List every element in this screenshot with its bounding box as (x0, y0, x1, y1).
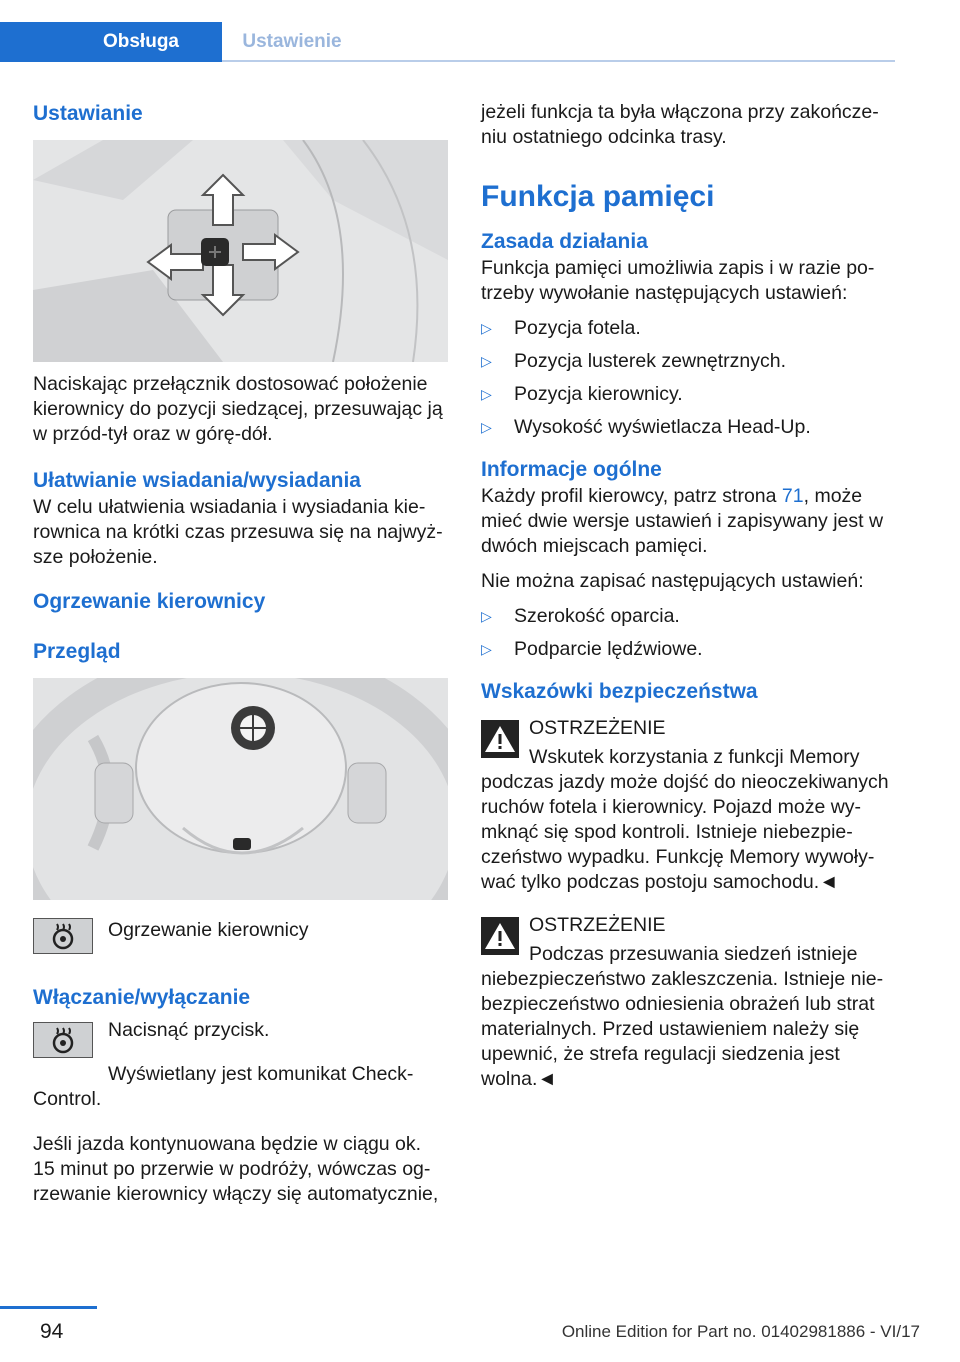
tab-ustawienie[interactable]: Ustawienie (242, 31, 342, 52)
heading-memory: Funkcja pamięci (481, 180, 715, 213)
warning-title: OSTRZEŻENIE (529, 717, 666, 739)
warning-triangle-icon (481, 720, 519, 758)
page-link[interactable]: 71 (781, 485, 804, 507)
paragraph-cannot-save: Nie można zapisać następujących ustawień: (481, 570, 864, 592)
list-item: ▷ Wysokość wyświetlacza Head-Up. (481, 416, 811, 438)
warning-block-1 (481, 716, 896, 895)
paragraph-adjust: Naciskając przełącznik dostosować położenie kierownicy do pozycji siedzącej, przesuwając ją w przód-tył oraz w górę-dół. (33, 373, 443, 445)
warning-text: Podczas przesuwania siedzeń istnieje niebezpieczeństwo zakleszczenia. Istnieje niebezpieczeństwo odniesienia obrażeń lub strat materialnych. Przed ustawieniem należy się upewnić, że strefa regulacji siedzenia jest wolna.◄ (481, 943, 884, 1090)
paragraph-press: Nacisnąć przycisk. (108, 1019, 270, 1041)
triangle-bullet-icon: ▷ (481, 386, 492, 402)
edition-note: Online Edition for Part no. 01402981886 - VI/17 (561, 1322, 920, 1341)
triangle-bullet-icon: ▷ (481, 419, 492, 435)
memory-settings-list (481, 316, 896, 440)
heading-ustawianie: Ustawianie (33, 102, 143, 125)
warning-triangle-icon (481, 917, 519, 955)
paragraph-check-control: Wyświetlany jest komunikat Check-Control. (33, 1063, 414, 1110)
steering-heating-icon (33, 918, 93, 954)
list-item: ▷ Podparcie lędźwiowe. (481, 638, 703, 660)
list-item: ▷ Pozycja lusterek zewnętrznych. (481, 350, 787, 372)
steering-wheel-illustration (33, 678, 448, 900)
footer-accent-line (0, 1306, 97, 1309)
warning-title: OSTRZEŻENIE (529, 914, 666, 936)
triangle-bullet-icon: ▷ (481, 608, 492, 624)
left-column (33, 100, 448, 1217)
list-item: ▷ Pozycja fotela. (481, 317, 641, 339)
paragraph-continue: Jeśli jazda kontynuowana będzie w ciągu ok. 15 minut po przerwie w podróży, wówczas ogrzewanie kierownicy włączy się automatycznie, (33, 1133, 439, 1205)
paragraph-principle: Funkcja pamięci umożliwia zapis i w razie potrzeby wywołanie następujących ustawień: (481, 257, 875, 304)
tab-divider (222, 60, 895, 62)
tab-obsluga[interactable]: Obsługa (0, 22, 222, 62)
unsaved-settings-list (481, 604, 896, 662)
heading-steering-heating: Ogrzewanie kierownicy (33, 590, 266, 613)
page-number: 94 (40, 1320, 64, 1343)
triangle-bullet-icon: ▷ (481, 320, 492, 336)
warning-block-2 (481, 913, 896, 1092)
heading-safety: Wskazówki bezpieczeństwa (481, 680, 758, 703)
paragraph-continued: jeżeli funkcja ta była włączona przy zakończeniu ostatniego odcinka trasy. (481, 101, 879, 148)
paragraph-easy-entry: W celu ułatwienia wsiadania i wysiadania kierownica na krótki czas przesuwa się na najwyższe położenie. (33, 496, 443, 568)
press-icon-row (33, 1018, 448, 1062)
heading-easy-entry: Ułatwianie wsiadania/wysiadania (33, 469, 361, 492)
heading-overview: Przegląd (33, 640, 121, 663)
chapter-tabs (0, 22, 895, 62)
steering-column-switch-illustration (33, 140, 448, 362)
right-column (481, 100, 896, 1102)
icon-caption: Ogrzewanie kierownicy (108, 919, 309, 941)
paragraph-general: Każdy profil kierowcy, patrz strona 71, może mieć dwie wersje ustawień i zapisywany jest w dwóch miejscach pamięci. (481, 485, 884, 557)
steering-heating-button-icon (33, 1022, 93, 1058)
warning-text: Wskutek korzystania z funkcji Memory podczas jazdy może dojść do nieoczekiwanych ruchów fotela i kierownicy. Pojazd może wymknąć się spod kontroli. Istnieje niebezpieczeństwo wypadku. Funkcję Memory wywoływać tylko podczas postoju samochodu.◄ (481, 746, 889, 893)
heading-principle: Zasada działania (481, 230, 648, 253)
list-item: ▷ Pozycja kierownicy. (481, 383, 683, 405)
triangle-bullet-icon: ▷ (481, 641, 492, 657)
triangle-bullet-icon: ▷ (481, 353, 492, 369)
heading-on-off: Włączanie/wyłączanie (33, 986, 251, 1009)
list-item: ▷ Szerokość oparcia. (481, 605, 680, 627)
heading-general-info: Informacje ogólne (481, 458, 662, 481)
heating-icon-row (33, 914, 448, 958)
